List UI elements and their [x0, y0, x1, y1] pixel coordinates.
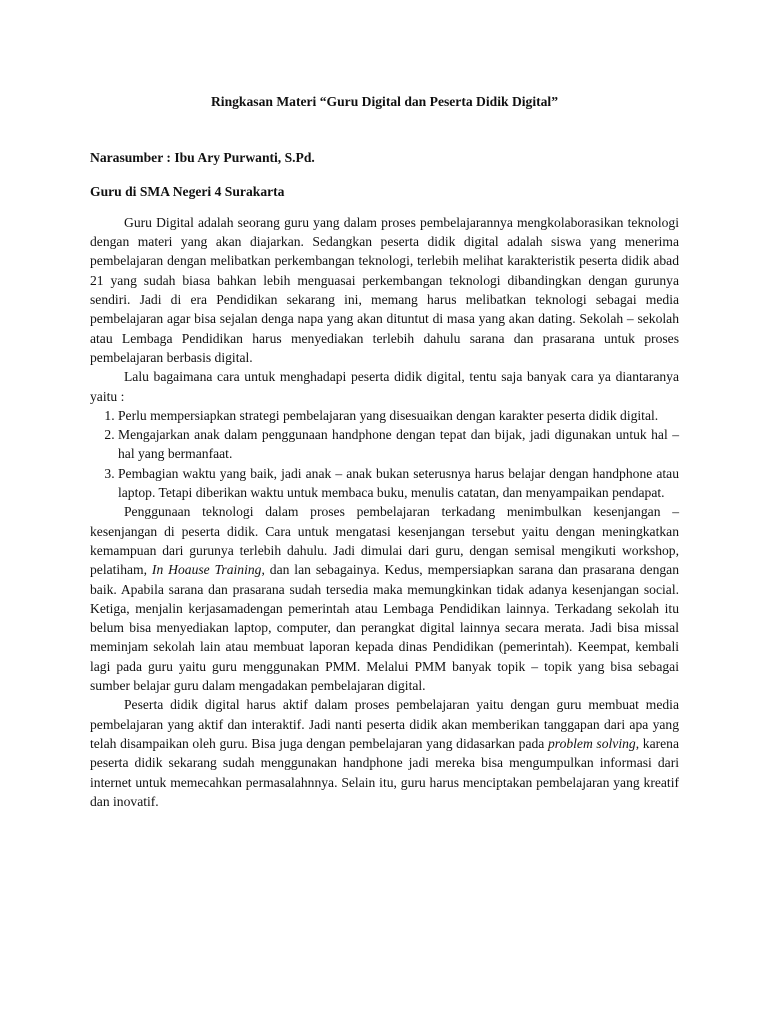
paragraph-kesenjangan-italic: In Hoause Training	[151, 562, 262, 578]
paragraph-peserta-aktif-text-1: Peserta didik digital harus aktif dalam proses pembelajaran yaitu dengan guru membuat media pembelajaran yang aktif dan interaktif. Jadi nanti peserta didik akan memberikan tanggapan dari apa yang telah disampaikan oleh guru. Bisa juga dengan pembelajaran yang didasarkan pada	[90, 697, 679, 751]
paragraph-peserta-aktif	[90, 695, 679, 811]
paragraph-peserta-aktif-italic: problem solving	[547, 735, 636, 751]
paragraph-cara-menghadapi: Lalu bagaimana cara untuk menghadapi peserta didik digital, tentu saja banyak cara ya diantaranya yaitu :	[90, 369, 679, 404]
speaker-line: Narasumber : Ibu Ary Purwanti, S.Pd.	[90, 150, 315, 166]
paragraph-kesenjangan-text-1: Penggunaan teknologi dalam proses pembelajaran terkadang menimbulkan kesenjangan – kesenjangan di peserta didik. Cara untuk mengatasi kesenjangan tersebut yaitu dengan meningkatkan kemampuan dari gurunya terlebih dahulu. Jadi dimulai dari guru, dengan semisal mengikuti workshop, pelatiham,	[90, 504, 679, 578]
paragraph-peserta-aktif-text-2: , karena peserta didik sekarang sudah menggunakan handphone jadi mereka bisa mengumpulkan informasi dari internet untuk memecahkan permasalahnnya. Selain itu, guru harus menciptakan pembelajaran yang kreatif dan inovatif.	[90, 735, 679, 809]
paragraph-kesenjangan-text-2: , dan lan sebagainya. Kedus, mempersiapkan sarana dan prasarana dengan baik. Apabila sarana dan prasarana sudah tersedia maka memungkinkan tidak adanya kesenjangan social. Ketiga, menjalin kerjasamadengan pemerintah atau Lembaga Pendidikan lainnya. Terkadang sekolah itu belum bisa menyediakan laptop, computer, dan perangkat digital lainnya secara merata. Jadi bisa missal meminjam sekolah lain atau membuat laporan kepada dinas Pendidikan (pemerintah). Keempat, kembali lagi pada guru yaitu guru menggunakan PMM. Melalui PMM banyak topik – topik yang bisa sebagai sumber belajar guru dalam mengadakan pembelajaran digital.	[90, 562, 679, 694]
strategy-list	[90, 406, 679, 502]
affiliation-line: Guru di SMA Negeri 4 Surakarta	[90, 183, 285, 199]
document-page	[90, 92, 679, 811]
paragraph-kesenjangan	[90, 502, 679, 695]
list-item: 3. Pembagian waktu yang baik, jadi anak – anak bukan seterusnya harus belajar dengan handphone atau laptop. Tetapi diberikan waktu untuk membaca buku, menulis catatan, dan menyampaikan pendapat.	[118, 464, 679, 503]
list-item: 1. Perlu mempersiapkan strategi pembelajaran yang disesuaikan dengan karakter peserta didik digital.	[118, 406, 679, 425]
list-item: 2. Mengajarkan anak dalam penggunaan handphone dengan tepat dan bijak, jadi digunakan untuk hal – hal yang bermanfaat.	[118, 425, 679, 464]
document-title: Ringkasan Materi “Guru Digital dan Peserta Didik Digital”	[210, 94, 559, 109]
paragraph-guru-digital: Guru Digital adalah seorang guru yang dalam proses pembelajarannya mengkolaborasikan teknologi dengan materi yang akan diajarkan. Sedangkan peserta didik digital adalah siswa yang menerima pembelajaran dengan melibatkan perkembangan teknologi, terlebih melihat karakteristik peserta didik abad 21 yang sudah biasa bahkan lebih menguasai perkembangan teknologi dibandingkan dengan gurunya sendiri. Jadi di era Pendidikan sekarang ini, memang harus melibatkan teknologi sebagai media pembelajaran agar bisa sejalan denga napa yang akan dituntut di masa yang akan dating. Sekolah – sekolah atau Lembaga Pendidikan harus menyediakan terlebih dahulu sarana dan prasarana untuk proses pembelajaran berbasis digital.	[90, 214, 679, 365]
